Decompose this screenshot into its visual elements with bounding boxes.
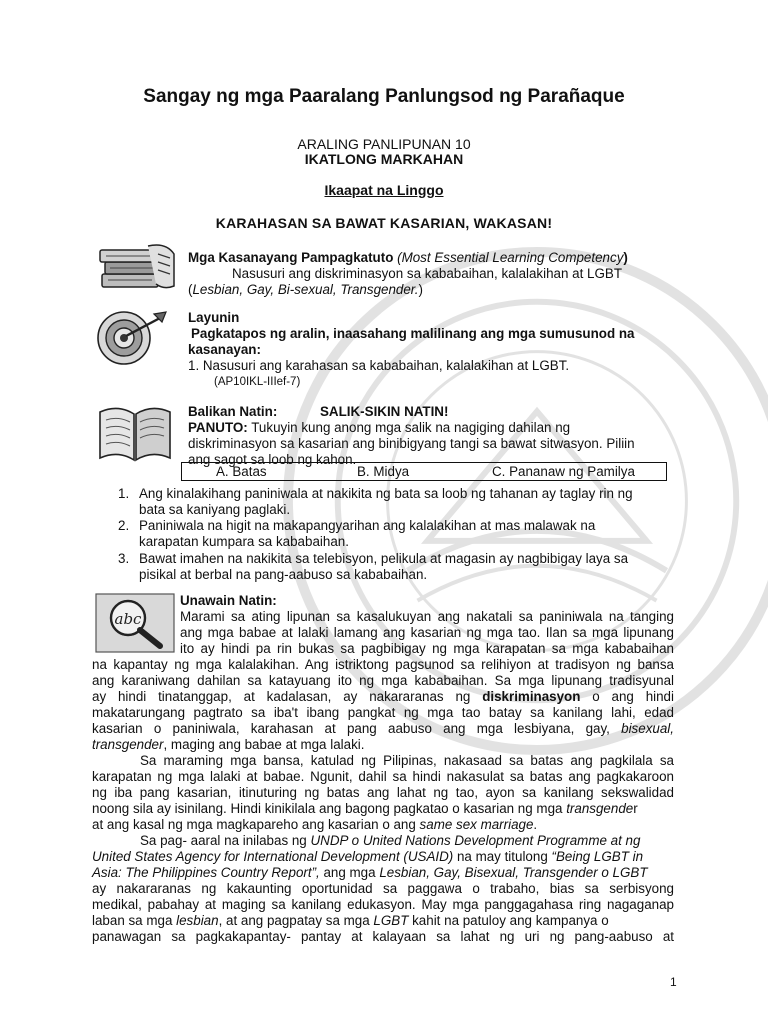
p1-line6-b: o ang hindi bbox=[580, 689, 674, 704]
p2-line2: karapatan ng mga lalaki at babae. Ngunit, dahil sa hindi nakasulat sa batas ang pagkakaroon bbox=[92, 769, 674, 784]
p1-line2: ang mga babae at lalaki lamang ang kasarian ng mga tao. Ilan sa mga lipunang bbox=[180, 625, 674, 640]
melc-label: Mga Kasanayang Pampagkatuto bbox=[188, 250, 394, 265]
p1-line9-rest: , maging ang babae at mga lalaki. bbox=[163, 737, 365, 752]
layunin-label: Layunin bbox=[188, 310, 240, 325]
p2-line5-a: at ang kasal ng mga magkapareho ang kasarian o ang bbox=[92, 817, 416, 832]
item-number: 2. bbox=[118, 518, 130, 533]
p2-line4 bbox=[92, 801, 638, 818]
choice-c: C. Pananaw ng Pamilya bbox=[492, 464, 635, 479]
p1-line5: ang karaniwang dahilan sa katayuang ito ng mga kababaihan. Sa mga lipunang tradisyunal bbox=[92, 673, 674, 688]
p1-line4: na kapantay ng mga kalalakihan. Ang istriktong pagsunod sa relihiyon at tradisyon ng bansa bbox=[92, 657, 674, 672]
division-title: Sangay ng mga Paaralang Panlungsod ng Parañaque bbox=[143, 86, 625, 107]
panuto-line1 bbox=[188, 420, 570, 437]
p2-line5-end: . bbox=[533, 817, 538, 832]
report-title-1: “Being LGBT in bbox=[551, 849, 644, 864]
melc-label-close: ) bbox=[623, 250, 628, 265]
p1-line7: makatarungang pagtrato sa iba't ibang pangkat ng mga tao batay sa kanilang lahi, edad bbox=[92, 705, 674, 720]
books-icon bbox=[96, 240, 178, 292]
competency-code: (AP10IKL-IIIef-7) bbox=[214, 376, 301, 388]
p2-line3: ng iba pang kasarian, itinuturing ng batas ang lahat ng tao, ayon sa kanilang sekswalidad bbox=[92, 785, 674, 800]
p1-line6-a: ay hindi tinatanggap, at kadalasan, ay nakararanas ng bbox=[92, 689, 471, 704]
melc-heading bbox=[188, 250, 628, 267]
quarter-title: IKATLONG MARKAHAN bbox=[304, 151, 464, 167]
term-transgender: transgender bbox=[92, 737, 164, 752]
p2-line4-r: r bbox=[633, 801, 638, 816]
p2-line1: Sa maraming mga bansa, katulad ng Pilipinas, nakasaad sa batas ang pagkilala sa bbox=[140, 753, 674, 768]
item-number: 1. bbox=[118, 486, 130, 501]
item-1-line2: bata sa kaniyang paglaki. bbox=[139, 502, 291, 517]
term-diskriminasyon: diskriminasyon bbox=[482, 689, 581, 704]
choice-a: A. Batas bbox=[216, 464, 267, 479]
p3-line6 bbox=[92, 913, 609, 930]
item-1-line1: Ang kinalakihang paniniwala at nakikita ng bata sa loob ng tahanan ay taglay rin ng bbox=[139, 486, 633, 501]
term-undp: UNDP o United Nations Development Programme at ng bbox=[310, 833, 641, 848]
term-bisexual: bisexual, bbox=[609, 721, 674, 736]
p3-line6-c: kahit na patuloy ang kampanya o bbox=[408, 913, 609, 928]
p3-line6-b: , at ang pagpatay sa mga bbox=[218, 913, 374, 928]
item-3-line1: Bawat imahen na nakikita sa telebisyon, pelikula at magasin ay nagbibigay laya sa bbox=[139, 551, 629, 566]
p1-line1: Marami sa ating lipunan sa kasalukuyan ang nakatali sa paniniwala na tanging bbox=[180, 609, 674, 624]
choice-b: B. Midya bbox=[357, 464, 410, 479]
p1-line8-a: kasarian o paniniwala, karahasan at pang aabuso ang mga lesbiyana, gay, bbox=[92, 721, 610, 736]
p3-line1 bbox=[140, 833, 640, 850]
p3-line4: ay nakararanas ng kakaunting oportunidad sa paggawa o trabaho, bias sa serbisyong bbox=[92, 881, 674, 896]
p3-line1-a: Sa pag- aaral na inilabas ng bbox=[140, 833, 311, 848]
p3-line6-a: laban sa mga bbox=[92, 913, 177, 928]
page-number: 1 bbox=[670, 975, 677, 989]
item-2-line1: Paniniwala na higit na makapangyarihan ang kalalakihan at mas malawak na bbox=[139, 518, 596, 533]
term-lgbt-expanded: Lesbian, Gay, Bisexual, Transgender o LGBT bbox=[379, 865, 648, 880]
magnifier-abc-icon bbox=[94, 592, 176, 654]
subject-title: ARALING PANLIPUNAN 10 bbox=[297, 136, 471, 152]
topic-title: KARAHASAN SA BAWAT KASARIAN, WAKASAN! bbox=[215, 215, 553, 231]
melc-open-paren: ( bbox=[188, 282, 193, 297]
p2-line4-a: noong sila ay isinilang. Hindi kinikilala ang bagong pagkatao o kasarian ng mga bbox=[92, 801, 563, 816]
term-lesbian: lesbian bbox=[176, 913, 219, 928]
melc-line1: Nasusuri ang diskriminasyon sa kababaihan, kalalakihan at LGBT bbox=[232, 266, 623, 281]
panuto-line3: ang sagot sa loob ng kahon. bbox=[188, 452, 357, 467]
report-title-2: Asia: The Philippines Country Report”, bbox=[92, 865, 320, 880]
term-transgender-2: transgende bbox=[562, 801, 634, 816]
activity-title: SALIK-SIKIN NATIN! bbox=[320, 404, 449, 419]
layunin-line2: kasanayan: bbox=[188, 342, 261, 357]
p2-line5 bbox=[92, 817, 537, 834]
balikan-label: Balikan Natin: bbox=[188, 404, 278, 419]
p3-line7: panawagan sa pagkakapantay- pantay at kalayaan sa lahat ng uri ng pang-aabuso at bbox=[92, 929, 674, 944]
panuto-text-1: Tukuyin kung anong mga salik na nagiging dahilan ng bbox=[247, 420, 571, 435]
item-3-line2: pisikal at berbal na pang-aabuso sa kababaihan. bbox=[139, 567, 428, 582]
layunin-item1: 1. Nasusuri ang karahasan sa kababaihan, kalalakihan at LGBT. bbox=[188, 358, 570, 373]
melc-lgbt-expansion: Lesbian, Gay, Bi-sexual, Transgender. bbox=[192, 282, 419, 297]
p3-line2 bbox=[92, 849, 643, 866]
p1-line8 bbox=[92, 721, 674, 738]
item-number: 3. bbox=[118, 551, 130, 566]
svg-text:abc: abc bbox=[114, 610, 142, 628]
answer-choices-box bbox=[181, 462, 667, 481]
p3-line5: medikal, pabahay at maging sa kanilang edukasyon. May mga panggagahasa ring nagaganap bbox=[92, 897, 674, 912]
panuto-label: PANUTO: bbox=[188, 420, 248, 435]
layunin-line1: Pagkatapos ng aralin, inaasahang malilinang ang mga sumusunod na bbox=[191, 326, 635, 341]
melc-label-en: (Most Essential Learning Competency bbox=[397, 250, 624, 265]
p1-line3: ito ay hindi pa rin bukas sa pagbibigay ng mga karapatan sa mga kababaihan bbox=[180, 641, 674, 656]
p3-line3 bbox=[92, 865, 648, 882]
target-dart-icon bbox=[90, 306, 174, 366]
melc-close-paren: ) bbox=[418, 282, 423, 297]
term-same-sex-marriage: same sex marriage bbox=[415, 817, 534, 832]
p1-line6 bbox=[92, 689, 674, 706]
open-book-icon bbox=[94, 402, 176, 466]
term-usaid: United States Agency for International Development (USAID) bbox=[92, 849, 454, 864]
p3-line3-b: ang mga bbox=[319, 865, 380, 880]
melc-line2 bbox=[188, 282, 423, 299]
panuto-line2: diskriminasyon sa kasarian ang binibigyang tangi sa bawat sitwasyon. Piliin bbox=[188, 436, 635, 451]
week-title: Ikaapat na Linggo bbox=[324, 182, 444, 198]
term-lgbt: LGBT bbox=[373, 913, 409, 928]
p1-line9 bbox=[92, 737, 364, 754]
p3-line2-b: na may titulong bbox=[453, 849, 552, 864]
item-2-line2: karapatan kumpara sa kababaihan. bbox=[139, 534, 349, 549]
unawain-label: Unawain Natin: bbox=[180, 593, 277, 608]
